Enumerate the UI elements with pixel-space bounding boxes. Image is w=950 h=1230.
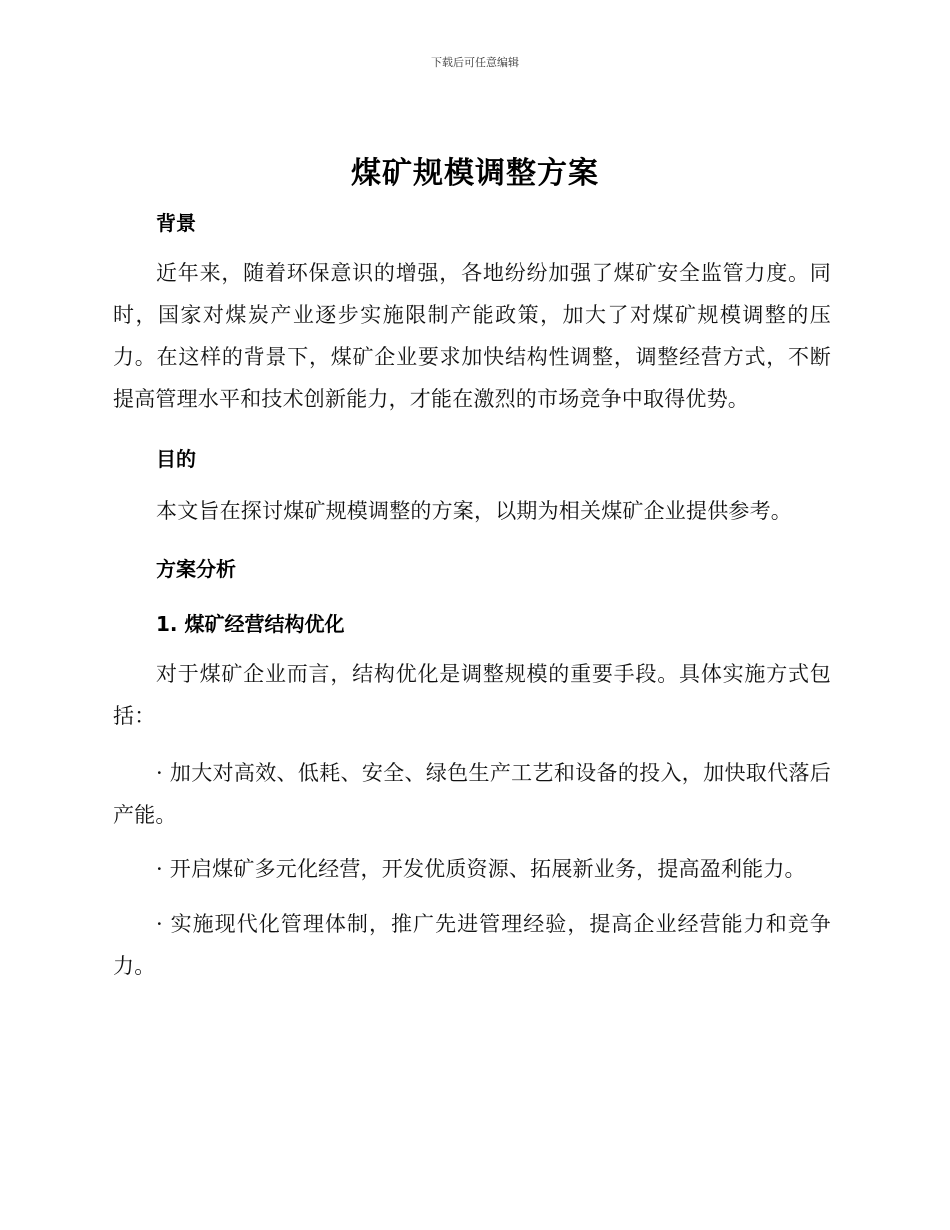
bullet-item-3: · 实施现代化管理体制，推广先进管理经验，提高企业经营能力和竞争力。 bbox=[113, 912, 831, 978]
document-title: 煤矿规模调整方案 bbox=[351, 156, 599, 191]
subsection-heading-structure: 1. 煤矿经营结构优化 bbox=[156, 612, 345, 636]
bullet-item-2: · 开启煤矿多元化经营，开发优质资源、拓展新业务，提高盈利能力。 bbox=[156, 857, 806, 881]
section-heading-analysis: 方案分析 bbox=[156, 557, 236, 581]
structure-intro-paragraph: 对于煤矿企业而言，结构优化是调整规模的重要手段。具体实施方式包括： bbox=[113, 662, 831, 728]
purpose-paragraph: 本文旨在探讨煤矿规模调整的方案，以期为相关煤矿企业提供参考。 bbox=[156, 499, 792, 523]
section-heading-purpose: 目的 bbox=[156, 447, 196, 471]
bullet-item-1: · 加大对高效、低耗、安全、绿色生产工艺和设备的投入，加快取代落后产能。 bbox=[113, 761, 831, 827]
header-note: 下载后可任意编辑 bbox=[431, 56, 519, 69]
background-paragraph: 近年来，随着环保意识的增强，各地纷纷加强了煤矿安全监管力度。同时，国家对煤炭产业逐步实施限制产能政策，加大了对煤矿规模调整的压力。在这样的背景下，煤矿企业要求加快结构性调整，调整经营方式，不断提高管理水平和技术创新能力，才能在激烈的市场竞争中取得优势。 bbox=[113, 261, 831, 411]
section-heading-background: 背景 bbox=[156, 211, 196, 235]
